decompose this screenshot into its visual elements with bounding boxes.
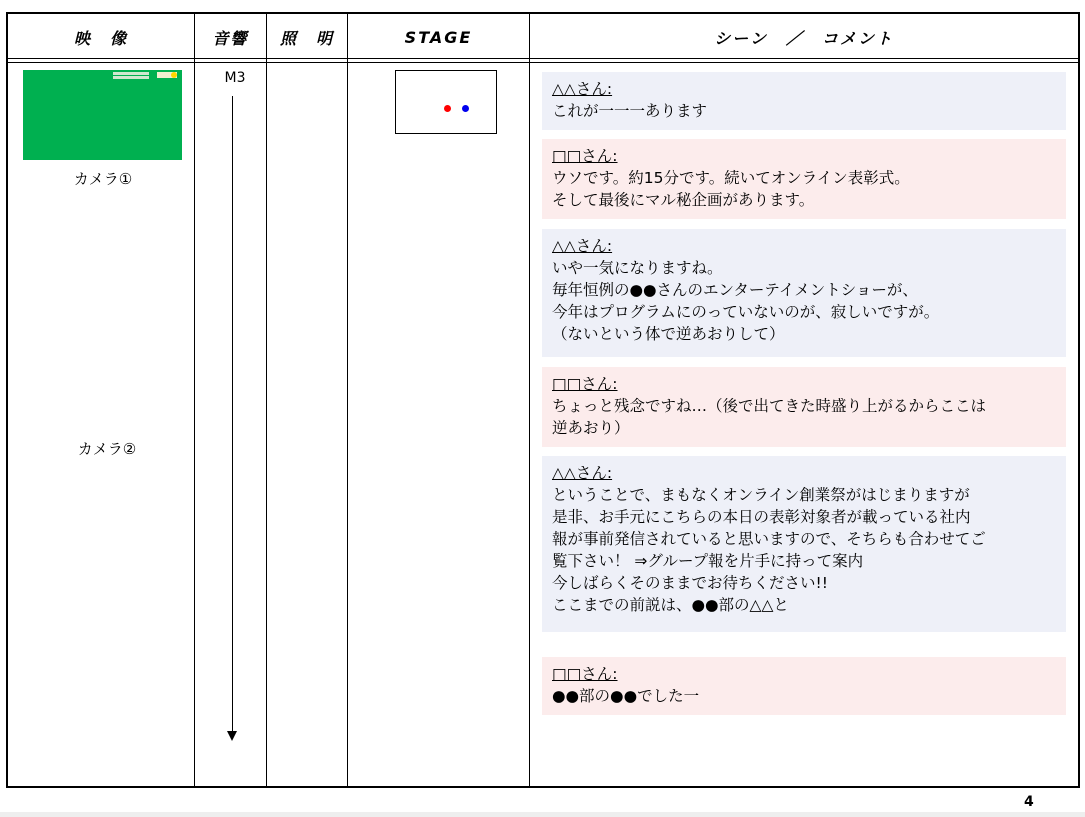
- header-audio: 音響: [212, 28, 249, 48]
- comment-line: いや一気になりますね。: [552, 259, 723, 277]
- camera2-label: カメラ②: [77, 440, 137, 458]
- camera-thumbnail: [23, 70, 182, 160]
- comment-line: 毎年恒例の●●さんのエンターテイメントショーが、: [552, 281, 918, 299]
- comment-block: [542, 456, 1066, 632]
- speaker-name: △△さん:: [552, 237, 613, 255]
- comment-block: [542, 72, 1066, 130]
- audio-cue: M3: [224, 70, 246, 86]
- column-divider-audio: [266, 12, 267, 788]
- speaker-name: △△さん:: [552, 80, 613, 98]
- comment-line: 今しばらくそのままでお待ちください!!: [552, 574, 828, 592]
- comment-line: （ないという体で逆あおりして）: [552, 325, 785, 343]
- speaker-name: □□さん:: [552, 665, 618, 683]
- comment-line: 覧下さい！ ⇒グループ報を片手に持って案内: [552, 552, 864, 570]
- performer-marker-blue: [462, 105, 469, 112]
- comment-line: そして最後にマル秘企画があります。: [552, 191, 815, 209]
- header-divider-double: [6, 62, 1080, 63]
- footer-bar: [0, 812, 1085, 817]
- comment-line: ちょっと残念ですね…（後で出てきた時盛り上がるからここは: [552, 397, 987, 415]
- comment-block: [542, 657, 1066, 715]
- page-number: 4: [1024, 794, 1034, 810]
- comment-block: [542, 367, 1066, 447]
- header-stage: STAGE: [404, 27, 473, 47]
- speaker-name: □□さん:: [552, 147, 618, 165]
- audio-duration-arrow: [232, 96, 233, 732]
- header-video: 映 像: [73, 28, 128, 48]
- comment-line: 今年はプログラムにのっていないのが、寂しいですが。: [552, 303, 940, 321]
- performer-marker-red: [444, 105, 451, 112]
- comment-line: ということで、まもなくオンライン創業祭がはじまりますが: [552, 486, 970, 504]
- arrow-down-icon: [227, 731, 237, 741]
- header-scene-comment: シーン ／ コメント: [714, 28, 894, 48]
- speaker-name: □□さん:: [552, 375, 618, 393]
- stage-diagram: [395, 70, 497, 134]
- column-divider-stage: [529, 12, 530, 788]
- header-lighting: 照 明: [279, 28, 334, 48]
- comment-block: [542, 229, 1066, 357]
- comment-line: 報が事前発信されていると思いますので、そちらも合わせてご: [552, 530, 986, 548]
- camera1-label: カメラ①: [73, 170, 133, 188]
- comment-line: ウソです。約15分です。続いてオンライン表彰式。: [552, 169, 910, 187]
- comment-line: 是非、お手元にこちらの本日の表彰対象者が載っている社内: [552, 508, 971, 526]
- comment-line: ●●部の●●でした一: [552, 687, 700, 705]
- thumbnail-detail-graphic: [23, 70, 182, 160]
- column-divider-video: [194, 12, 195, 788]
- comment-line: ここまでの前説は、●●部の△△と: [552, 596, 789, 614]
- comment-line: 逆あおり）: [552, 419, 630, 437]
- speaker-name: △△さん:: [552, 464, 613, 482]
- column-divider-lighting: [347, 12, 348, 788]
- comment-line: これが一一一あります: [552, 102, 708, 120]
- comment-block: [542, 139, 1066, 219]
